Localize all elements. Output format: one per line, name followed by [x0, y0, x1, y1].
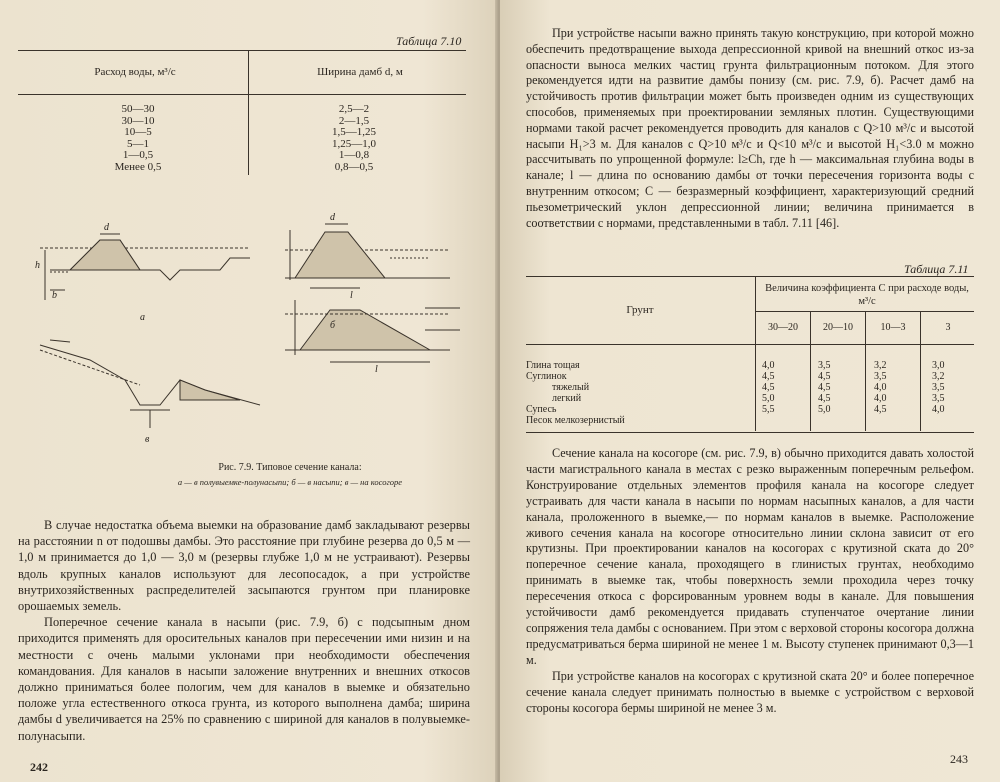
figure-label: d [104, 222, 109, 233]
figure-label: а [140, 312, 145, 323]
table-cell: 4,5 [818, 393, 831, 404]
paragraph: Поперечное сечение канала в насыпи (рис. 7.9, б) с подсыпным дном приходится применять для оросительных каналов при пересечении ими низин и на местности с очень малыми уклонами при необходимости обеспечения командования. Для каналов в насыпи заложение внутренних и внешних откосов должно приниматься более пологим, чем для каналов в выемке и обязательно положе угла естественного откоса грунта, из которого выполнена дамба; ширина дамбы d увеличивается на 25% по сравнению с шириной для каналов в полувыемке-полунасыпи. [18, 615, 470, 743]
figure-label: b [52, 290, 57, 301]
table-cell: Песок мелкозернистый [526, 415, 625, 426]
table-7-10-caption: Таблица 7.10 [396, 34, 462, 48]
table-top-rule [18, 50, 466, 51]
table-header-width: Ширина дамб d, м [317, 66, 403, 78]
section-b2-drawing [285, 300, 460, 362]
table-cell: 4,5 [762, 382, 775, 393]
table2-divider [810, 311, 811, 431]
table-flow-column [88, 104, 188, 173]
table-cell: Глина тощая [526, 360, 580, 371]
table-cell: 3,0 [932, 360, 945, 371]
table-cell: 1,25—1,0 [332, 137, 376, 150]
table-cell: 3,2 [932, 371, 945, 382]
paragraph: В случае недостатка объема выемки на образование дамб закладывают резервы на расстоянии n от подошвы дамбы. Это расстояние при глубине резерва до 0,5 м — 1,0 м принимается до 1,0 — 3,0 м (резервы глубже 1,0 м не устраивают). Резервы вдоль крупных каналов используют для лесопосадок, а при устройстве внутрихозяйственных распределителей засыпаются грунтом при планировке орошаемых земель. [18, 518, 470, 614]
table-cell: 4,5 [762, 371, 775, 382]
right-body-text-top [526, 26, 974, 231]
page-number-left: 242 [30, 760, 48, 774]
figure-label: б [330, 320, 336, 331]
table2-header-rule [526, 344, 974, 345]
table-cell: 3,5 [874, 371, 887, 382]
figure-label: l [375, 364, 378, 375]
table-header-flow: Расход воды, м³/с [94, 66, 176, 78]
section-a-drawing [40, 234, 250, 300]
table-cell: 3,2 [874, 360, 887, 371]
table2-subheader: 3 [945, 322, 951, 333]
table-cell: 2,5—2 [338, 103, 370, 115]
right-body-text-bottom [526, 446, 974, 716]
table2-bottom-rule [526, 432, 974, 433]
table-cell: 10—5 [124, 126, 152, 138]
table2-col-30-20 [762, 360, 802, 415]
table2-header-soil: Грунт [626, 304, 654, 316]
table-cell: 2—1,5 [338, 114, 370, 127]
table2-subheader: 20—10 [823, 322, 853, 333]
table2-col-20-10 [818, 360, 858, 415]
table-7-11-caption: Таблица 7.11 [904, 262, 969, 276]
table-cell: 4,0 [874, 393, 887, 404]
table-cell: 30—10 [121, 114, 155, 127]
table2-divider [755, 276, 756, 431]
table2-top-rule [526, 276, 974, 277]
table2-col-3 [932, 360, 972, 415]
table-cell: 3,5 [932, 382, 945, 393]
table-cell: 0,8—0,5 [334, 160, 374, 173]
left-body-text [18, 517, 470, 744]
table2-divider [865, 311, 866, 431]
table-cell: 1,5—1,25 [332, 126, 376, 138]
table-header-rule [18, 94, 466, 95]
table-width-column [314, 104, 394, 173]
table2-header-group: Величина коэффициента C при расходе воды, м³/с [765, 283, 969, 307]
figure-label: h [35, 260, 40, 271]
table-cell: 4,5 [818, 382, 831, 393]
table2-divider [920, 311, 921, 431]
figure-caption [140, 460, 440, 490]
table2-col-10-3 [874, 360, 914, 415]
table-cell: Суглинок [526, 371, 567, 382]
table-cell: Супесь [526, 404, 557, 415]
table-cell: 3,5 [818, 360, 831, 371]
table-cell: тяжелый [552, 382, 590, 393]
table-cell: 1—0,5 [122, 149, 154, 161]
table-cell: 4,5 [874, 404, 887, 415]
table-cell: 5—1 [127, 137, 149, 150]
figure-label: в [145, 434, 150, 445]
figure-label: d [330, 212, 335, 223]
table-column-divider [248, 50, 249, 175]
table-cell: 5,0 [762, 393, 775, 404]
paragraph: Сечение канала на косогоре (см. рис. 7.9, в) обычно приходится давать холостой части магистрального канала в местах с резко выраженным поперечным рельефом. Конструирование отдельных элементов профиля канала на косогоре следует устраивать для части канала в насыпи по нормам насыпных каналов, а для части канала, проложенного в выемке,— по нормам каналов в выемке. Расположение живого сечения канала на косогоре относительно линии склона зависит от его крутизны. При проектировании каналов на косогорах с крутизной ската до 20° поперечное сечение канала, проходящего в глинистых грунтах, необходимо принимать в выемке так, чтобы поверхность земли проходила через точку пересечения откоса с форсированным уровнем воды в канале. Для повышения устойчивости дамб рекомендуется придавать ступенчатое очертание линии сопряжения тела дамбы с основанием. При этом с верховой стороны косогора должна предусматриваться берма шириной не менее 1 м. Высоту ступенек принимают 0,3—1 м. [526, 446, 974, 667]
table-cell: 5,5 [762, 404, 775, 415]
table-cell: легкий [552, 393, 582, 404]
paragraph: При устройстве насыпи важно принять такую конструкцию, при которой можно обеспечить предотвращение выхода депрессионной кривой на внешний откос из-за опасности выноса мелких частиц грунта фильтрационным потоком. Для этого рекомендуется идти на развитие дамбы понизу (см. рис. 7.9, б). Расчет дамб на устойчивость против фильтрации может быть произведен одним из существующих способов, применяемых при проектировании земляных плотин. Существующими нормами такой расчет рекомендуется проводить для каналов с Q>10 м³/с и высотой насыпи H₁>3 м. Для каналов с Q>10 м³/с и Q<10 м³/с и высотой H₁<3.0 м можно рассчитывать по упрощенной формуле: l≥Ch, где h — максимальная глубина воды в канале; l — длина по основанию дамбы от точки пересечения горизонта воды с внутренним откосом; C — безразмерный коэффициент, характеризующий средний пьезометрический уклон депрессионной линии; величина принимается в соответствии с нормами, представленными в табл. 7.11 [46]. [526, 26, 974, 230]
paragraph: При устройстве каналов на косогорах с крутизной ската 20° и более поперечное сечение канала следует принимать полностью в выемке с устройством с верховой стороны косогора бермы шириной не менее 3 м. [526, 668, 974, 715]
right-page [500, 0, 1000, 782]
table-cell: 50—30 [121, 103, 155, 115]
figure-7-9-drawings [30, 210, 470, 455]
section-c-drawing [40, 340, 260, 428]
left-page [0, 0, 497, 782]
table-cell: 4,0 [874, 382, 887, 393]
page-number-right: 243 [950, 752, 968, 766]
table-cell: 4,0 [932, 404, 945, 415]
table-cell: 4,5 [818, 371, 831, 382]
figure-caption-title: Рис. 7.9. Типовое сечение канала: [218, 462, 362, 473]
table-cell: 1—0,8 [338, 149, 370, 161]
figure-caption-legend: а — в полувыемке-полунасыпи; б — в насыпи; в — на косогоре [177, 477, 403, 487]
section-b-drawing [285, 224, 450, 288]
table2-soil-column [526, 360, 751, 426]
table-cell: Менее 0,5 [114, 160, 162, 173]
table-cell: 5,0 [818, 404, 831, 415]
table-cell: 3,5 [932, 393, 945, 404]
figure-label: l [350, 290, 353, 301]
table-cell: 4,0 [762, 360, 775, 371]
table2-subheader: 30—20 [768, 322, 798, 333]
table2-subheader: 10—3 [880, 322, 906, 333]
